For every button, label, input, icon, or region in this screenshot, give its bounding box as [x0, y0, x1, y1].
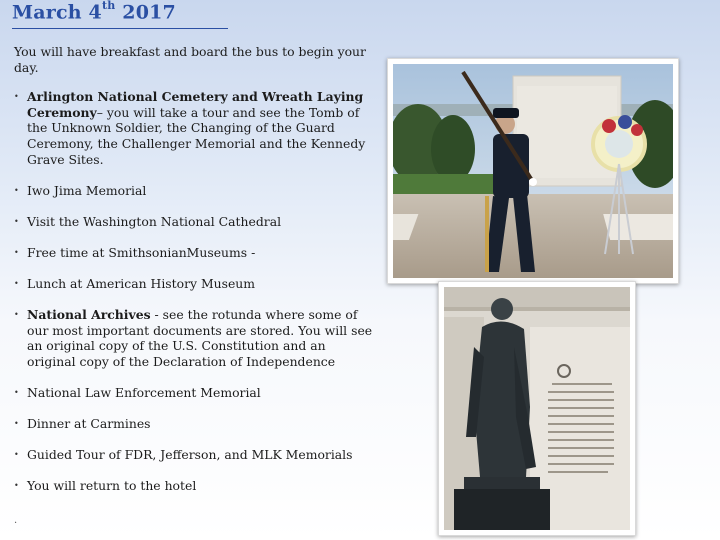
item-title: National Archives [27, 307, 151, 323]
bullet-icon: • [14, 481, 19, 491]
list-item [14, 214, 376, 230]
title-date: March 4 [12, 1, 102, 24]
bullet-icon: • [14, 216, 19, 226]
list-item [14, 89, 376, 167]
item-title: Arlington National Cemetery and Wreath Laying Ceremony [27, 89, 364, 120]
item-description: You will return to the hotel [27, 478, 197, 494]
bullet-icon: • [14, 247, 19, 257]
item-description: National Law Enforcement Memorial [27, 384, 261, 400]
jefferson-statue-illustration [444, 287, 630, 530]
itinerary-list [14, 89, 376, 494]
jefferson-statue-photo [438, 281, 636, 536]
list-item [14, 276, 376, 292]
bullet-icon: • [14, 419, 19, 428]
item-description: Iwo Jima Memorial [27, 182, 147, 198]
page-title [12, 1, 176, 23]
title-ordinal-suffix: th [101, 0, 116, 12]
title-underline [12, 28, 228, 29]
intro-paragraph: You will have breakfast and board the bus to begin your day. [14, 44, 366, 75]
bullet-icon: • [14, 310, 19, 320]
list-item [14, 307, 376, 369]
list-item [14, 416, 376, 432]
itinerary-text [14, 44, 376, 509]
item-description: Dinner at Carmines [27, 416, 151, 431]
bullet-icon: • [14, 278, 19, 288]
list-item [14, 245, 376, 261]
title-year: 2017 [115, 1, 176, 24]
item-description: Free time at SmithsonianMuseums - [27, 244, 256, 260]
bullet-icon: • [14, 92, 19, 102]
item-description: Lunch at American History Museum [27, 275, 256, 291]
item-description: Guided Tour of FDR, Jefferson, and MLK Memorials [27, 447, 353, 463]
bullet-icon: • [14, 185, 19, 195]
tomb-guard-photo [387, 58, 679, 284]
list-item [14, 385, 376, 401]
list-item [14, 478, 376, 494]
bullet-icon: • [14, 387, 19, 397]
tomb-guard-illustration [393, 64, 673, 278]
item-description: – you will take a tour and see the Tomb of the Unknown Soldier, the Changing of the Guard Ceremony, the Challenger Memorial and the Kennedy Grave Sites. [27, 104, 366, 167]
list-item [14, 183, 376, 199]
item-description: - see the rotunda where some of our most important documents are stored. You will see an original copy of the U.S. Constitution and an original copy of the Declaration of Independence [27, 307, 373, 369]
bullet-icon: • [14, 450, 19, 460]
item-description: Visit the Washington National Cathedral [27, 213, 282, 229]
list-item [14, 447, 376, 463]
trailing-mark: . [14, 515, 18, 526]
